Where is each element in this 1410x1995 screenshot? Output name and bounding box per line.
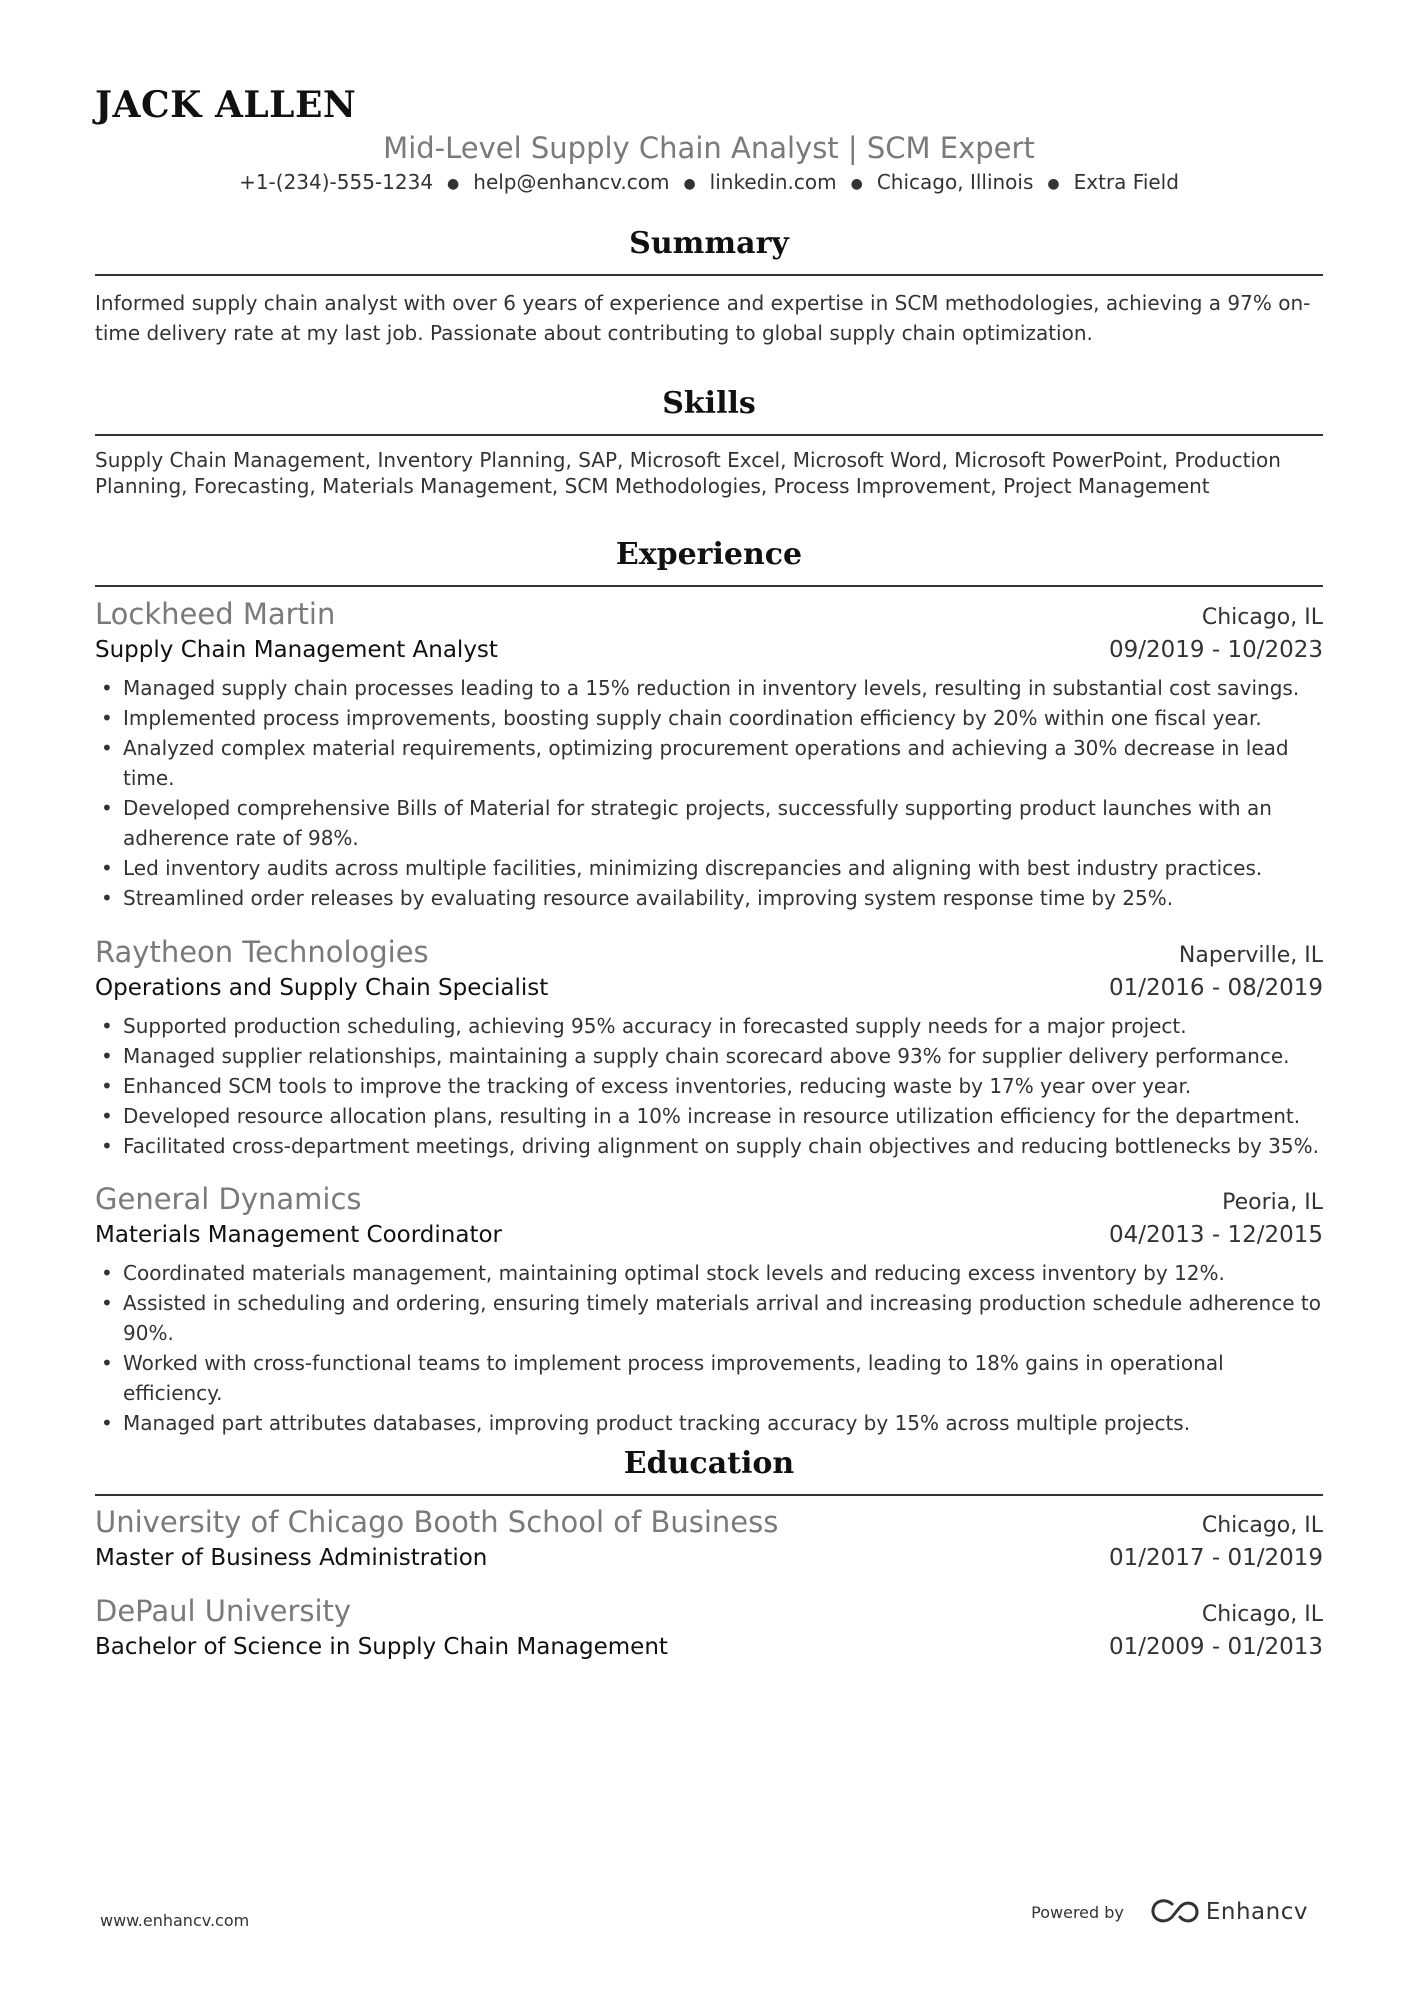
school-name: DePaul University (95, 1594, 352, 1628)
education-header (95, 1505, 1323, 1539)
education-header (95, 1594, 1323, 1628)
job-bullets (95, 1011, 1323, 1161)
school-location: Chicago, IL (1201, 1602, 1323, 1627)
skills-heading: Skills (662, 386, 756, 421)
list-item: • Managed supplier relationships, maintaining a supply chain scorecard above 93% for supplier delivery performance. (123, 1041, 1323, 1071)
job-role-row (95, 975, 1323, 1001)
list-item: • Supported production scheduling, achieving 95% accuracy in forecasted supply needs for a major project. (123, 1011, 1323, 1041)
job-bullets (95, 1258, 1323, 1438)
education-heading: Education (623, 1446, 795, 1481)
degree-dates: 01/2017 - 01/2019 (1108, 1545, 1323, 1571)
company-name: General Dynamics (95, 1182, 362, 1216)
experience-rule (95, 585, 1323, 587)
job-bullets (95, 673, 1323, 913)
job-title: Supply Chain Management Analyst (95, 637, 498, 663)
contact-phone: +1-(234)-555-1234 (239, 170, 434, 194)
footer-branding (1031, 1898, 1323, 1926)
company-name: Lockheed Martin (95, 597, 336, 631)
contact-extra: Extra Field (1073, 170, 1179, 194)
job-location: Chicago, IL (1201, 605, 1323, 630)
job-header (95, 935, 1323, 969)
contact-line (95, 170, 1323, 194)
list-item: • Managed supply chain processes leading to a 15% reduction in inventory levels, resulting in substantial cost savings. (123, 673, 1323, 703)
job-location: Peoria, IL (1222, 1190, 1323, 1215)
company-name: Raytheon Technologies (95, 935, 429, 969)
footer-website[interactable]: www.enhancv.com (100, 1911, 250, 1930)
job-dates: 09/2019 - 10/2023 (1108, 637, 1323, 663)
candidate-name: JACK ALLEN (95, 84, 357, 126)
degree-name: Bachelor of Science in Supply Chain Management (95, 1634, 668, 1660)
list-item: • Led inventory audits across multiple facilities, minimizing discrepancies and aligning with best industry practices. (123, 853, 1323, 883)
bullet-separator: ● (683, 175, 696, 192)
job-title: Materials Management Coordinator (95, 1222, 503, 1248)
job-location: Naperville, IL (1178, 943, 1323, 968)
job-dates: 04/2013 - 12/2015 (1108, 1222, 1323, 1248)
job-role-row (95, 1222, 1323, 1248)
summary-text: Informed supply chain analyst with over 6 years of experience and expertise in SCM methodologies, achieving a 97% on-time delivery rate at my last job. Passionate about contributing to global supply chain optimization. (95, 291, 1311, 345)
list-item: • Assisted in scheduling and ordering, ensuring timely materials arrival and increasing production schedule adherence to 90%. (123, 1288, 1323, 1348)
resume-page (95, 0, 1323, 1995)
job-header (95, 597, 1323, 631)
degree-name: Master of Business Administration (95, 1545, 488, 1571)
list-item: • Developed comprehensive Bills of Material for strategic projects, successfully supporting product launches with an adherence rate of 98%. (123, 793, 1323, 853)
powered-by-label: Powered by (1031, 1902, 1124, 1922)
summary-rule (95, 274, 1323, 276)
list-item: • Streamlined order releases by evaluating resource availability, improving system response time by 25%. (123, 883, 1323, 913)
job-title: Operations and Supply Chain Specialist (95, 975, 549, 1001)
skills-text: Supply Chain Management, Inventory Planning, SAP, Microsoft Excel, Microsoft Word, Microsoft PowerPoint, Production Planning, Forecasting, Materials Management, SCM Methodologies, Process Improvement, Project Management (95, 448, 1281, 498)
job-role-row (95, 637, 1323, 663)
skills-rule (95, 434, 1323, 436)
degree-dates: 01/2009 - 01/2013 (1108, 1634, 1323, 1660)
list-item: • Developed resource allocation plans, resulting in a 10% increase in resource utilization efficiency for the department. (123, 1101, 1323, 1131)
bullet-separator: ● (1047, 175, 1060, 192)
degree-row (95, 1545, 1323, 1571)
list-item: • Managed part attributes databases, improving product tracking accuracy by 15% across multiple projects. (123, 1408, 1323, 1438)
school-name: University of Chicago Booth School of Business (95, 1505, 779, 1539)
list-item: • Worked with cross-functional teams to implement process improvements, leading to 18% gains in operational efficiency. (123, 1348, 1323, 1408)
contact-location: Chicago, Illinois (876, 170, 1034, 194)
job-header (95, 1182, 1323, 1216)
school-location: Chicago, IL (1201, 1513, 1323, 1538)
bullet-separator: ● (850, 175, 863, 192)
list-item: • Enhanced SCM tools to improve the tracking of excess inventories, reducing waste by 17% year over year. (123, 1071, 1323, 1101)
summary-heading: Summary (629, 226, 789, 261)
degree-row (95, 1634, 1323, 1660)
list-item: • Facilitated cross-department meetings, driving alignment on supply chain objectives and reducing bottlenecks by 35%. (123, 1131, 1323, 1161)
enhancv-logo-icon (1150, 1898, 1200, 1926)
contact-email[interactable]: help@enhancv.com (473, 170, 670, 194)
list-item: • Coordinated materials management, maintaining optimal stock levels and reducing excess inventory by 12%. (123, 1258, 1323, 1288)
list-item: • Analyzed complex material requirements, optimizing procurement operations and achieving a 30% decrease in lead time. (123, 733, 1323, 793)
education-rule (95, 1494, 1323, 1496)
brand-name: Enhancv (1205, 1899, 1308, 1925)
experience-heading: Experience (615, 537, 803, 572)
contact-linkedin[interactable]: linkedin.com (709, 170, 837, 194)
candidate-title: Mid-Level Supply Chain Analyst | SCM Expert (383, 131, 1035, 165)
job-dates: 01/2016 - 08/2019 (1108, 975, 1323, 1001)
bullet-separator: ● (447, 175, 460, 192)
list-item: • Implemented process improvements, boosting supply chain coordination efficiency by 20% within one fiscal year. (123, 703, 1323, 733)
